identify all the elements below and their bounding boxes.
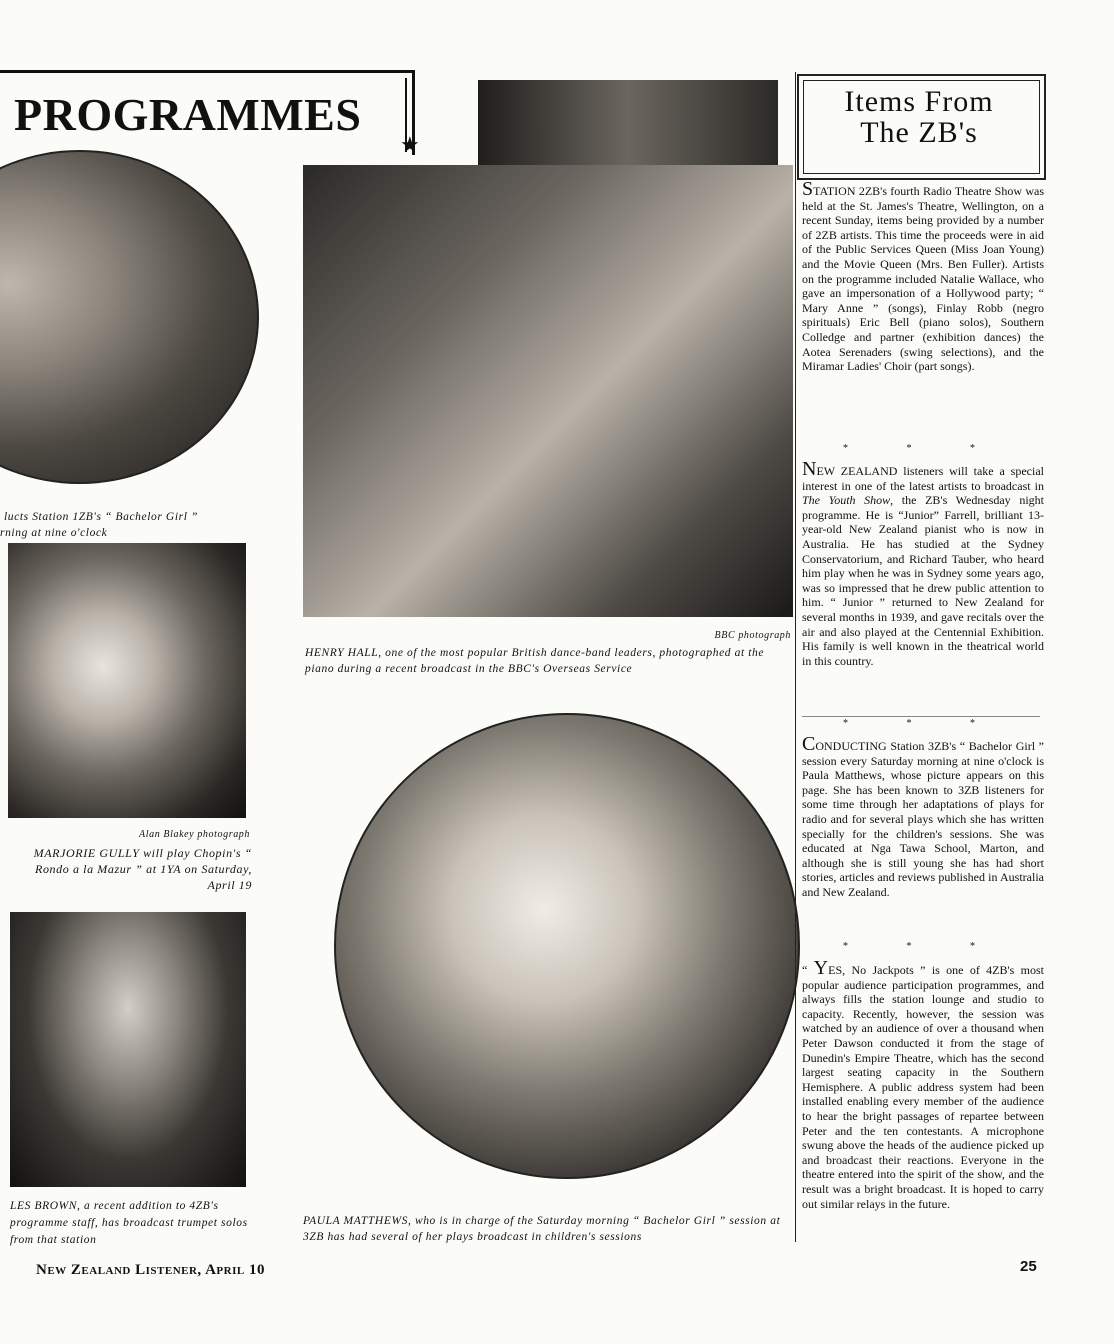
les-brown-photo bbox=[10, 912, 246, 1187]
bachelor-girl-portrait-photo bbox=[0, 150, 259, 484]
henry-hall-photo bbox=[303, 165, 793, 617]
section-title: PROGRAMMES bbox=[14, 89, 362, 140]
drop-cap: S bbox=[802, 178, 814, 200]
henry-hall-caption: HENRY HALL, one of the most popular British dance-band leaders, photographed at the piano during a recent broadcast in the BBC's Overseas Service bbox=[305, 647, 765, 675]
section-separator: * * * bbox=[843, 941, 1003, 952]
marjorie-gully-photo bbox=[8, 543, 246, 818]
bachelor-girl-caption-line-1: lucts Station 1ZB's “ Bachelor Girl ” bbox=[4, 511, 198, 523]
zb-title-line-1: Items From bbox=[844, 85, 994, 118]
drop-cap: C bbox=[802, 733, 816, 755]
drop-cap: N bbox=[802, 458, 817, 480]
section-separator: * * * bbox=[843, 443, 1003, 454]
paragraph-text: Station 3ZB's “ Bachelor Girl ” session every Saturday morning at nine o'clock is Paula Matthews, whose picture appears on this page. She has been known to 3ZB listeners for some time through her adaptations of plays for radio and for several plays which she has written specially for the children's sessions. She was educated at Nga Tawa School, Marton, and although she is still young she has had short stories, articles and reviews published in Australia and New Zealand. bbox=[802, 739, 1044, 899]
page-number: 25 bbox=[1020, 1258, 1037, 1275]
lead-in: TATION bbox=[813, 184, 856, 198]
les-brown-caption: LES BROWN, a recent addition to 4ZB's programme staff, has broadcast trumpet solos from that station bbox=[10, 1200, 248, 1246]
henry-hall-photo-credit: BBC photograph bbox=[714, 630, 791, 641]
lead-in: EW ZEALAND bbox=[816, 464, 898, 478]
marjorie-gully-photo-credit: Alan Blakey photograph bbox=[139, 829, 250, 840]
zb-paragraph-yes-no-jackpots bbox=[802, 957, 1044, 1211]
publication-footer: New Zealand Listener, April 10 bbox=[36, 1262, 265, 1278]
bachelor-girl-caption bbox=[0, 509, 252, 541]
paula-matthews-photo bbox=[334, 713, 800, 1179]
zb-title bbox=[800, 86, 1038, 148]
star-ornament: ★ bbox=[400, 132, 420, 157]
zb-title-line-2: The ZB's bbox=[860, 116, 978, 149]
lead-in: ONDUCTING bbox=[815, 739, 887, 753]
paula-matthews-caption: PAULA MATTHEWS, who is in charge of the Saturday morning “ Bachelor Girl ” session at 3ZB has had several of her plays broadcast in children's sessions bbox=[303, 1215, 781, 1243]
section-rule bbox=[802, 716, 1040, 717]
paragraph-text-cont: , the ZB's Wednesday night programme. He is “Junior” Farrell, brilliant 13-year-old New Zealand pianist who is now in Australia. He has studied at the Sydney Conservatorium, and Richard Tauber, who heard him play when he was in Sydney some years ago, was so impressed that he drew public attention to him. “ Junior ” returned to New Zealand for several months in 1939, and gave recitals over the air and also played at the Centennial Exhibition. His family is well known in the theatrical world in this country. bbox=[802, 493, 1044, 668]
henry-hall-photo-top bbox=[478, 80, 778, 168]
marjorie-gully-caption: MARJORIE GULLY will play Chopin's “ Rondo a la Mazur ” at 1YA on Saturday, April 19 bbox=[33, 846, 252, 892]
bachelor-girl-caption-line-2: rning at nine o'clock bbox=[0, 527, 108, 539]
lead-in: ES, bbox=[828, 963, 846, 977]
column-rule bbox=[795, 72, 796, 1242]
opening-quote: “ bbox=[802, 963, 814, 977]
show-title: The Youth Show bbox=[802, 493, 891, 508]
paragraph-text: 2ZB's fourth Radio Theatre Show was held at the St. James's Theatre, Wellington, on a recent Sunday, items being provided by a number of 2ZB artists. This time the proceeds were in aid of the Public Services Queen (Miss Joan Young) and the Movie Queen (Mrs. Ben Fuller). Artists on the programme included Natalie Wallace, who gave an impersonation of a Hollywood party; “ Mary Anne ” (songs), Finlay Robb (negro spirituals) Eric Bell (piano solos), Southern Colledge and partner (exhibition dances) the Aotea Serenaders (swing selections), and the Miramar Ladies' Choir (part songs). bbox=[802, 184, 1044, 374]
paragraph-text: listeners will take a special interest in one of the latest artists to broadcast in bbox=[802, 464, 1044, 493]
drop-cap: Y bbox=[813, 957, 829, 979]
zb-paragraph-new-zealand bbox=[802, 458, 1044, 668]
zb-paragraph-conducting bbox=[802, 733, 1044, 900]
section-separator: * * * bbox=[843, 718, 1003, 729]
zb-paragraph-station-2zb bbox=[802, 178, 1044, 374]
paragraph-text: No Jackpots ” is one of 4ZB's most popular audience participation programmes, and always fills the station lounge and studio to capacity. Recently, however, the session was watched by an audience of over a thousand when Peter Dawson conducted it from the stage of Dunedin's Empire Theatre, which has the second largest seating capacity in the Southern Hemisphere. A public address system had been installed enabling every member of the audience to hear the bright passages of repartee between Peter and the ten contestants. A microphone swung above the heads of the audience picked up and broadcast their reactions. Everyone in the theatre entered into the spirit of the show, and the result was a bright broadcast. It is hoped to carry out similar relays in the future. bbox=[802, 963, 1044, 1211]
